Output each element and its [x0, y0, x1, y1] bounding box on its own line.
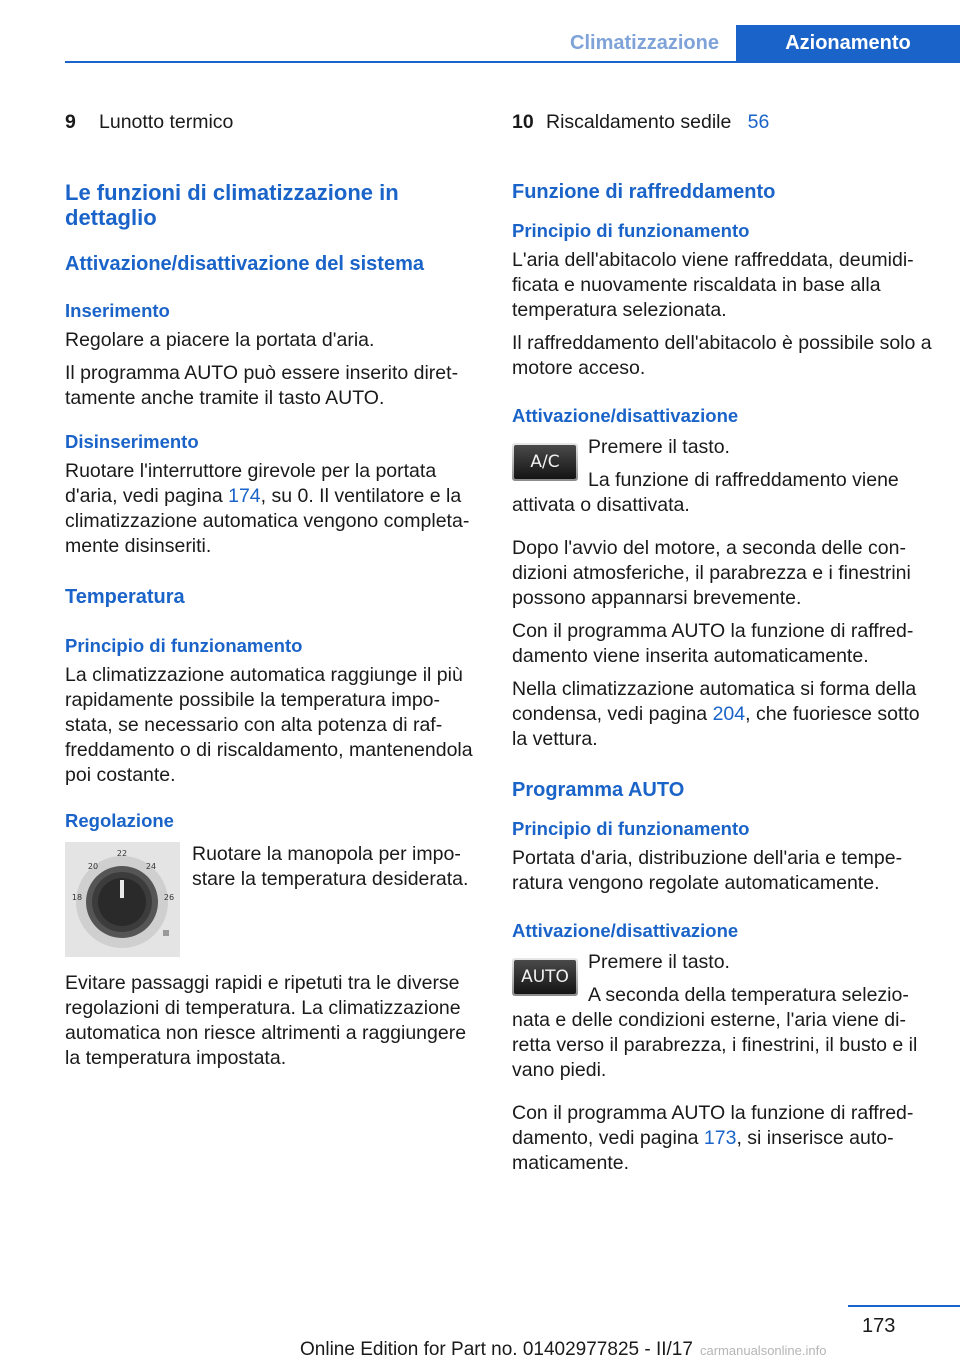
section-tab[interactable]: Climatizzazione — [570, 32, 719, 54]
auto-button-label: AUTO — [514, 960, 576, 994]
on-text-1: Regolare a piacere la portata d'aria. — [65, 329, 375, 351]
footer-rule — [848, 1305, 960, 1307]
page-link-204[interactable]: 204 — [712, 703, 746, 725]
edition-text: Online Edition for Part no. 01402977825 - II/17 — [300, 1339, 693, 1360]
header-rule — [65, 61, 960, 63]
ac-toggle-text: La funzione di raffreddamento viene attivata o disattivata. — [512, 469, 899, 516]
item-text: Lunotto termico — [99, 111, 234, 133]
auto-direction-text: A seconda della temperatura selezionata e delle condizioni esterne, l'aria viene diretta verso il parabrezza, i finestrini, il busto e il vano piedi. — [512, 984, 918, 1081]
list-item-10 — [512, 110, 932, 140]
temperature-knob-image — [65, 842, 180, 957]
page-link-173[interactable]: 173 — [703, 1127, 737, 1149]
principle-heading: Principio di funzionamento — [65, 635, 303, 656]
watermark: carmanualsonline.info — [700, 1343, 827, 1358]
right-column — [512, 110, 932, 1184]
knob-label-26: 26 — [163, 893, 175, 902]
knob-label-24: 24 — [145, 862, 157, 871]
avoid-text: Evitare passaggi rapidi e ripetuti tra le diverse regolazioni di temperatura. La climatizzazione automatica non riesce altrimenti a raggiungere la temperatura impostata. — [65, 972, 467, 1069]
left-column — [65, 110, 479, 1079]
ac-button-image — [512, 443, 578, 481]
auto-program-heading: Programma AUTO — [512, 779, 685, 801]
knob-label-20: 20 — [87, 862, 99, 871]
cooling-text-1: L'aria dell'abitacolo viene raffreddata, deumidificata e nuovamente riscaldata in base alla temperatura selezionata. — [512, 249, 914, 321]
ac-button-label: A/C — [514, 445, 576, 479]
off-text: Ruotare l'interruttore girevole per la portata d'aria, vedi pagina 174, su 0. Il ventilatore e la climatizzazione automatica vengono completamente disinseriti. — [65, 460, 470, 557]
page-link-174[interactable]: 174 — [228, 485, 261, 507]
principle-text: La climatizzazione automatica raggiunge il più rapidamente possibile la temperatura impostata, se necessario con alta potenza di raffreddamento o di riscaldamento, mantenendola poi costante. — [65, 664, 473, 786]
page-link-56[interactable]: 56 — [747, 111, 770, 133]
system-heading: Attivazione/disattivazione del sistema — [65, 253, 424, 275]
principle-heading-2: Principio di funzionamento — [512, 818, 750, 839]
page-number: 173 — [862, 1315, 896, 1337]
list-item-9 — [65, 110, 479, 140]
main-heading: Le funzioni di climatizzazione in dettaglio — [65, 180, 399, 230]
press-text-2: Premere il tasto. — [588, 951, 730, 973]
onoff-heading: Attivazione/disattivazione — [512, 405, 739, 426]
knob-label-22: 22 — [116, 849, 128, 858]
onoff-heading-2: Attivazione/disattivazione — [512, 920, 739, 941]
auto-text: Portata d'aria, distribuzione dell'aria e temperatura vengono regolate automaticamente. — [512, 847, 903, 894]
condensation-text: Nella climatizzazione automatica si forma della condensa, vedi pagina 204, che fuoriesce sotto la vettura. — [512, 678, 920, 750]
auto-cooling-text: Con il programma AUTO la funzione di raffreddamento viene inserita automaticamente. — [512, 620, 914, 667]
principle-heading: Principio di funzionamento — [512, 220, 750, 241]
off-heading: Disinserimento — [65, 431, 199, 452]
temperature-heading: Temperatura — [65, 586, 185, 608]
auto-cooling-text-2: Con il programma AUTO la funzione di raffreddamento, vedi pagina 173, si inserisce automaticamente. — [512, 1102, 914, 1174]
page-header — [0, 25, 960, 62]
on-text-2: Il programma AUTO può essere inserito direttamente anche tramite il tasto AUTO. — [65, 362, 459, 409]
press-text: Premere il tasto. — [588, 436, 730, 458]
auto-button-image — [512, 958, 578, 996]
item-number: 9 — [65, 111, 76, 133]
fog-text: Dopo l'avvio del motore, a seconda delle condizioni atmosferiche, il parabrezza e i finestrini possono appannarsi brevemente. — [512, 537, 911, 609]
item-number: 10 — [512, 111, 534, 133]
on-heading: Inserimento — [65, 300, 170, 321]
regulation-heading: Regolazione — [65, 810, 174, 831]
cooling-heading: Funzione di raffreddamento — [512, 181, 776, 203]
item-text: Riscaldamento sedile — [546, 111, 732, 133]
knob-label-18: 18 — [71, 893, 83, 902]
chapter-tab[interactable]: Azionamento — [736, 25, 960, 61]
regulation-text: Ruotare la manopola per impostare la temperatura desiderata. — [192, 843, 469, 890]
cooling-text-2: Il raffreddamento dell'abitacolo è possibile solo a motore acceso. — [512, 332, 932, 379]
